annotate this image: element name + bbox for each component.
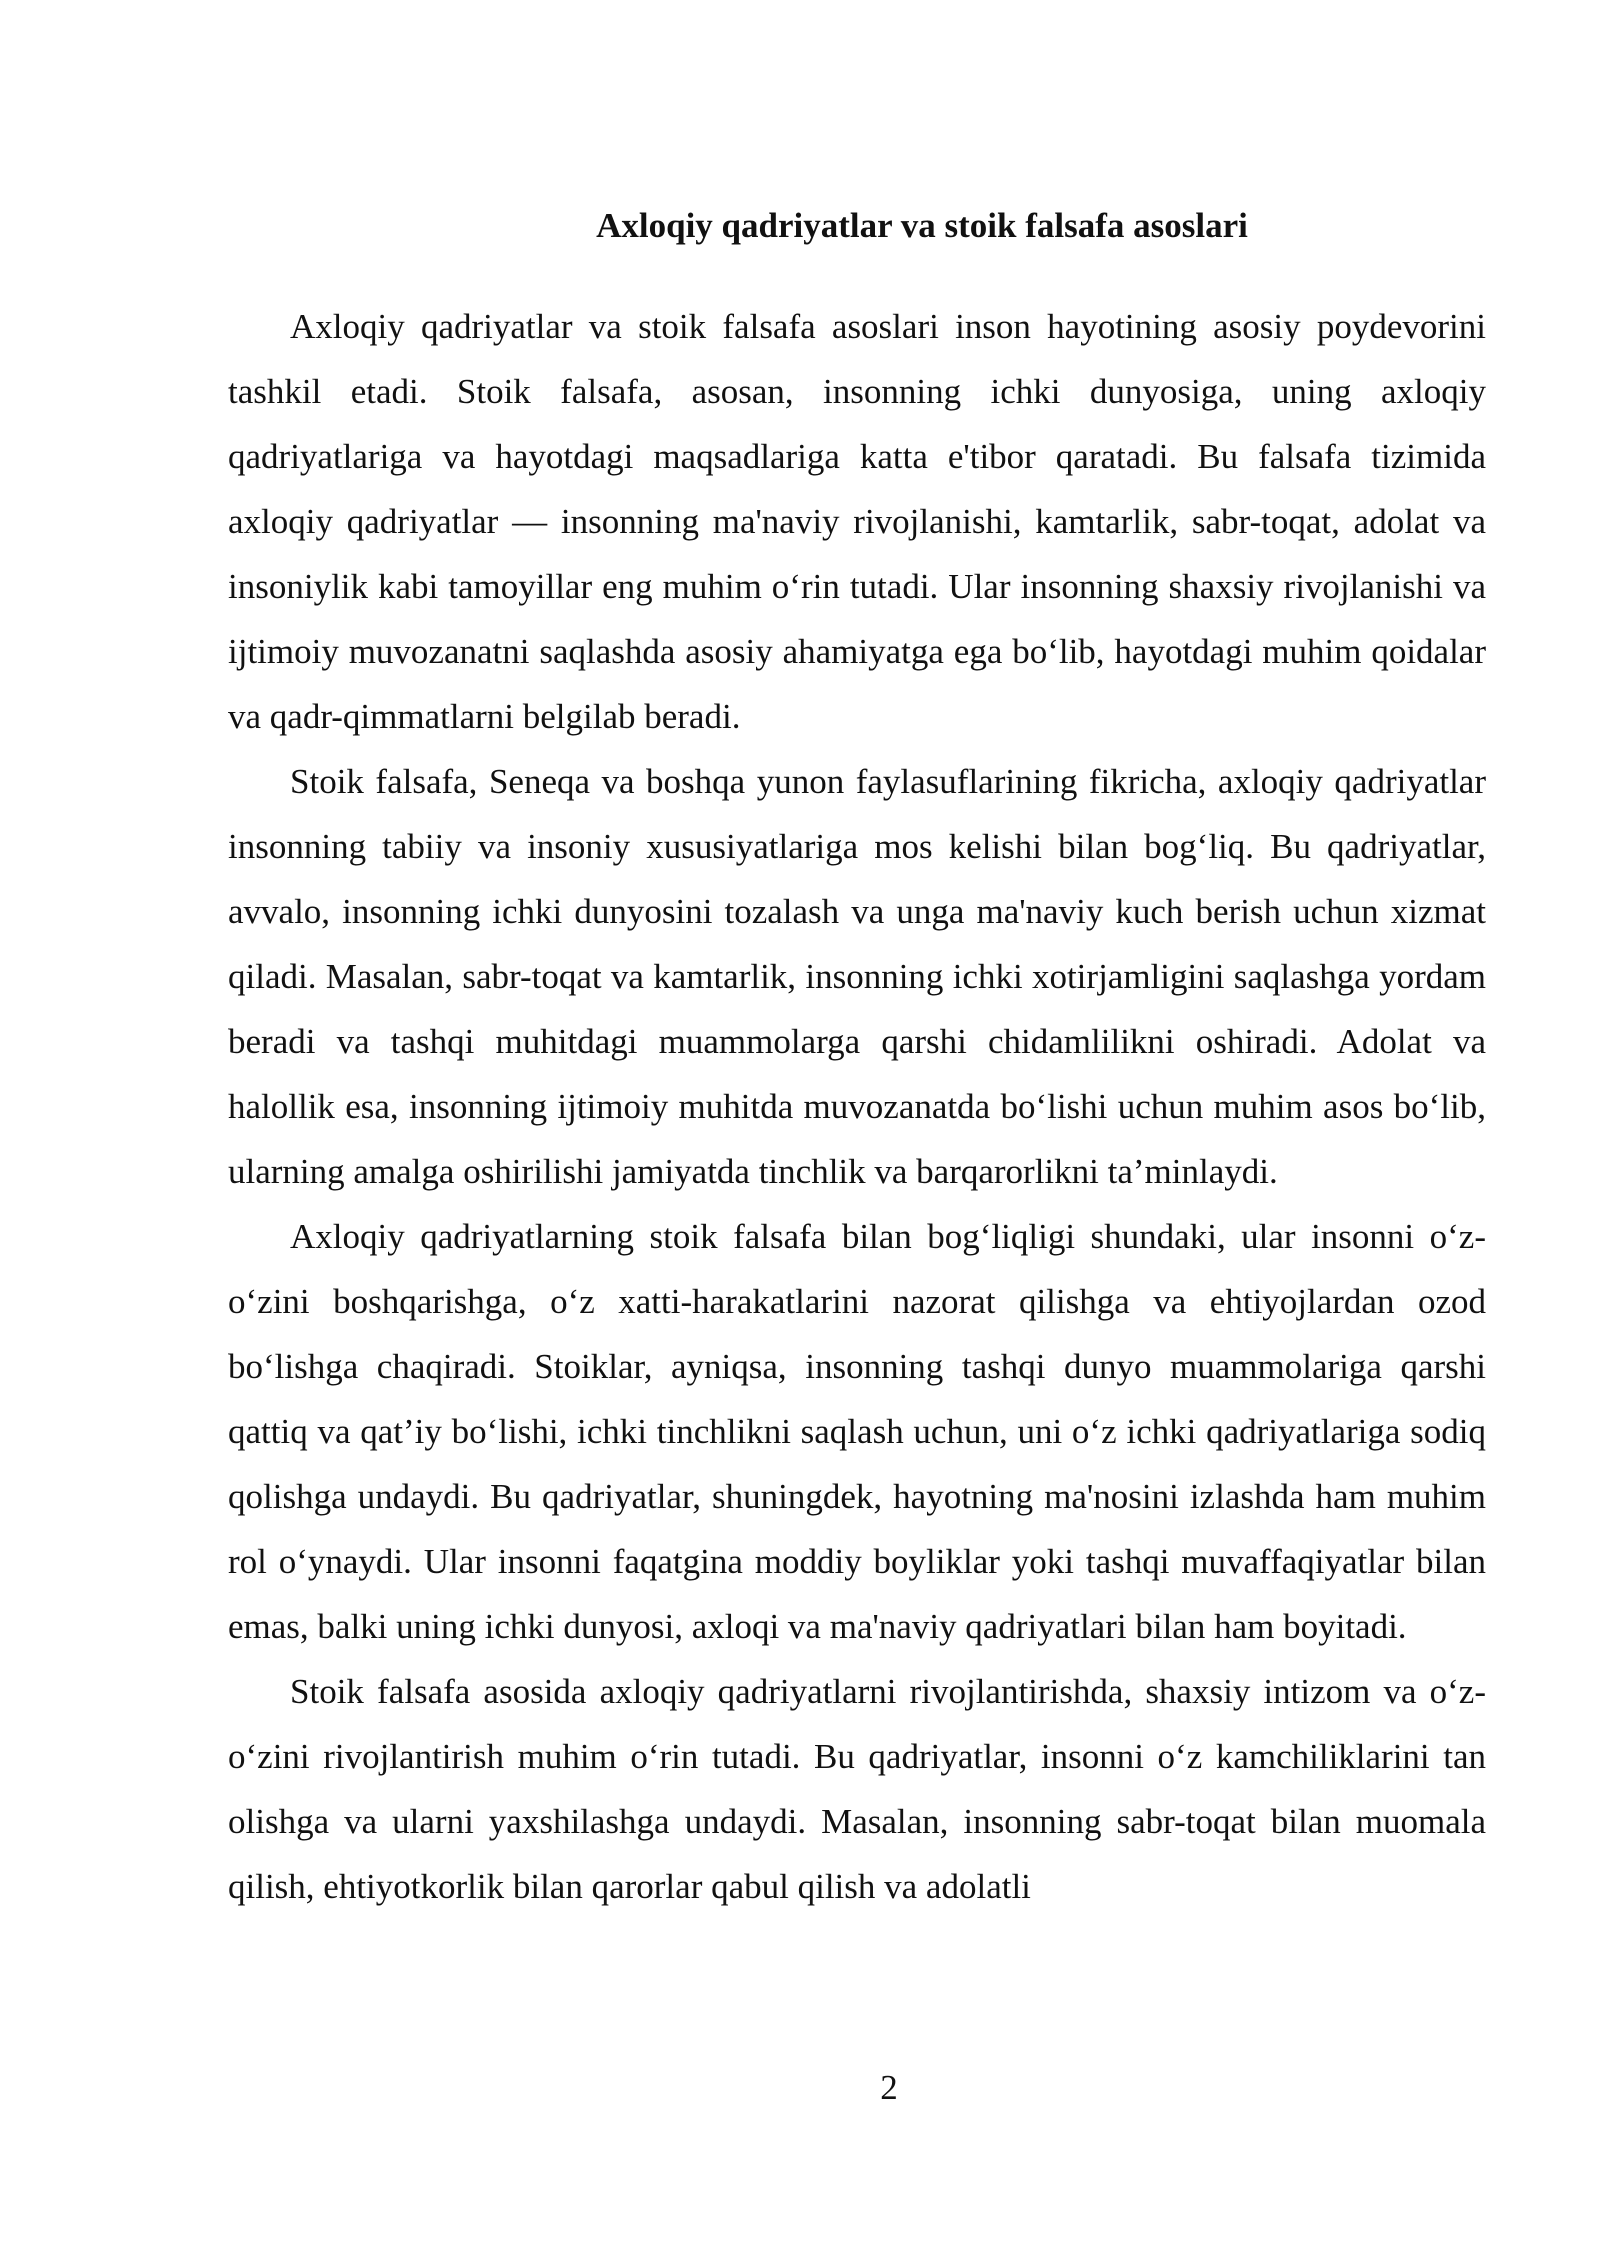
paragraph-2: Stoik falsafa, Seneqa va boshqa yunon faylasuflarining fikricha, axloqiy qadriyatlar insonning tabiiy va insoniy xususiyatlariga mos kelishi bilan bog‘liq. Bu qadriyatlar, avvalo, insonning ichki dunyosini tozalash va unga ma'naviy kuch berish uchun xizmat qiladi. Masalan, sabr-toqat va kamtarlik, insonning ichki xotirjamligini saqlashga yordam beradi va tashqi muhitdagi muammolarga qarshi chidamlilikni oshiradi. Adolat va halollik esa, insonning ijtimoiy muhitda muvozanatda bo‘lishi uchun muhim asos bo‘lib, ularning amalga oshirilishi jamiyatda tinchlik va barqarorlikni ta’minlaydi. xyxy=(228,762,1486,1191)
paragraph-4: Stoik falsafa asosida axloqiy qadriyatlarni rivojlantirishda, shaxsiy intizom va o‘z-o‘zini rivojlantirish muhim o‘rin tutadi. Bu qadriyatlar, insonni o‘z kamchiliklarini tan olishga va ularni yaxshilashga undaydi. Masalan, insonning sabr-toqat bilan muomala qilish, ehtiyotkorlik bilan qarorlar qabul qilish va adolatli xyxy=(228,1672,1486,1906)
page-number: 2 xyxy=(880,2068,898,2107)
document-body xyxy=(228,196,1486,1919)
paragraph-1: Axloqiy qadriyatlar va stoik falsafa asoslari inson hayotining asosiy poydevorini tashkil etadi. Stoik falsafa, asosan, insonning ichki dunyosiga, uning axloqiy qadriyatlariga va hayotdagi maqsadlariga katta e'tibor qaratadi. Bu falsafa tizimida axloqiy qadriyatlar — insonning ma'naviy rivojlanishi, kamtarlik, sabr-toqat, adolat va insoniylik kabi tamoyillar eng muhim o‘rin tutadi. Ular insonning shaxsiy rivojlanishi va ijtimoiy muvozanatni saqlashda asosiy ahamiyatga ega bo‘lib, hayotdagi muhim qoidalar va qadr-qimmatlarni belgilab beradi. xyxy=(228,307,1486,736)
document-title: Axloqiy qadriyatlar va stoik falsafa asoslari xyxy=(596,206,1248,245)
paragraph-3: Axloqiy qadriyatlarning stoik falsafa bilan bog‘liqligi shundaki, ular insonni o‘z-o‘zini boshqarishga, o‘z xatti-harakatlarini nazorat qilishga va ehtiyojlardan ozod bo‘lishga chaqiradi. Stoiklar, ayniqsa, insonning tashqi dunyo muammolariga qarshi qattiq va qat’iy bo‘lishi, ichki tinchlikni saqlash uchun, uni o‘z ichki qadriyatlariga sodiq qolishga undaydi. Bu qadriyatlar, shuningdek, hayotning ma'nosini izlashda ham muhim rol o‘ynaydi. Ular insonni faqatgina moddiy boyliklar yoki tashqi muvaffaqiyatlar bilan emas, balki uning ichki dunyosi, axloqi va ma'naviy qadriyatlari bilan ham boyitadi. xyxy=(228,1217,1486,1646)
